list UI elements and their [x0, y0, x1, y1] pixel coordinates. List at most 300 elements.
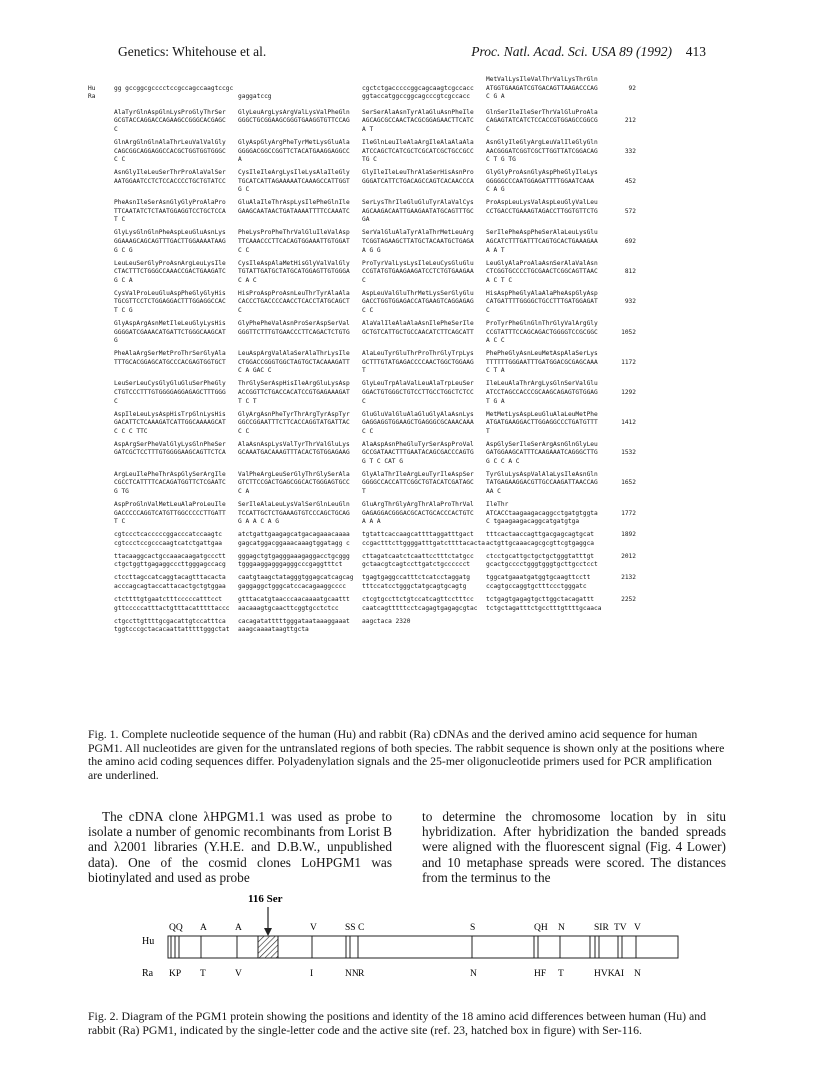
figure-2-label: Fig. 2. — [88, 1009, 119, 1023]
ra-residue-label: T — [558, 969, 564, 979]
rabbit-difference-row-cell: C A GAC C — [238, 367, 272, 375]
amino-acid-row-cell: SerIleAlaLeuLysValSerGlnLeuGln — [238, 501, 350, 509]
rabbit-difference-row-cell: C C — [362, 307, 374, 314]
amino-acid-row-cell: SerSerAlaAsnTyrAlaGluAsnPheIle — [362, 108, 474, 116]
human-utr-row-cell: tttcactaaccagttgacgagcagtgcat — [486, 531, 595, 539]
human-nucleotide-row-cell: ATCACCtaagaagacaggcctgatgtggta — [486, 509, 598, 517]
page-number: 413 — [685, 44, 706, 59]
amino-acid-row-cell: IleLeuAlaThrArgLysGlnSerValGlu — [486, 380, 598, 388]
amino-acid-row-cell: GlyAspGlyArgPheTyrMetLysGluAla — [238, 138, 350, 146]
rabbit-difference-row — [88, 367, 738, 376]
human-utr-row — [88, 618, 738, 627]
rabbit-difference-row-cell: G C A — [114, 276, 133, 284]
rabbit-difference-row-cell: C C — [114, 156, 126, 164]
human-nucleotide-row — [88, 510, 738, 519]
human-nucleotide-row-cell: CAGCGGCAGGAGGCCACGCTGGTGGTGGGC — [114, 147, 226, 155]
rabbit-difference-row-cell: C C — [238, 246, 250, 254]
rabbit-utr-row-cell: gttcccccatttactgtttacatttttaccc — [114, 604, 230, 612]
amino-acid-row — [88, 380, 738, 389]
human-nucleotide-row-cell: GCAAATGACAAAGTTTACACTGTGGAGAAG — [238, 449, 350, 457]
human-utr-row-cell: tgtattcaccaagcattttaggatttgact — [362, 531, 474, 539]
amino-acid-row-cell: ProTyrValLysLysIleLeuCysGluGlu — [362, 259, 474, 267]
rabbit-difference-row-cell: C — [238, 307, 242, 314]
rabbit-difference-row-cell: A A A — [362, 518, 381, 526]
human-nucleotide-row — [88, 389, 738, 398]
amino-acid-row-cell: GlyGlyProAsnGlyAspPheGlyIleLys — [486, 169, 598, 177]
rabbit-difference-row — [88, 307, 738, 316]
sequence-number: 1652 — [621, 479, 636, 487]
hu-residue-label: A — [235, 923, 242, 933]
amino-acid-row-cell: MetValLysIleValThrValLysThrGln — [486, 76, 598, 83]
rabbit-difference-row-cell: C T G TG — [486, 156, 516, 164]
amino-acid-row-cell: AspGlySerIleSerArgAsnGlnGlyLeu — [486, 440, 598, 448]
amino-acid-row-cell: AlaAspAsnPheGluTyrSerAspProVal — [362, 440, 474, 448]
amino-acid-row — [88, 411, 738, 420]
sequence-block — [88, 350, 738, 376]
rabbit-utr-row-cell: gaggaggctgggcatccacagaaggcccc — [238, 582, 347, 590]
amino-acid-row-cell: IleThr — [486, 501, 509, 509]
hu-residue-label: TV — [614, 923, 627, 933]
body-column-left: The cDNA clone λHPGM1.1 was used as probe to isolate a number of genomic recombinants from Lorist B and λ2001 libraries (Y.H.E. and D.B.W., unpublished data). One of the cosmid clones LoHPGM1 was biotinylated and used as probe — [88, 809, 392, 885]
rabbit-difference-row-cell: C C C TTC — [114, 427, 148, 435]
hu-residue-label: V — [310, 923, 317, 933]
rabbit-difference-row-cell: T C G — [114, 307, 133, 314]
rabbit-difference-row-cell: G — [114, 337, 118, 345]
sequence-block — [88, 169, 738, 195]
amino-acid-row-cell: ArgLeuIlePheThrAspGlySerArgIle — [114, 470, 226, 478]
amino-acid-row-cell: PheAlaArgSerMetProThrSerGlyAla — [114, 350, 226, 358]
figure-1-caption — [88, 728, 728, 782]
rabbit-difference-row-cell: A C C — [486, 337, 505, 345]
amino-acid-row-cell: LeuAspArgValAlaSerAlaThrLysIle — [238, 350, 350, 358]
human-utr-row-cell: ctcgtgccttctgtccatcagttcctttcc — [362, 595, 474, 603]
amino-acid-row-cell: GlnArgGlnGlnAlaThrLeuValValGly — [114, 138, 226, 146]
amino-acid-row-cell: HisAspPheGlyAlaAlaPheAspGlyAsp — [486, 289, 598, 297]
amino-acid-row-cell: CysIleAspAlaMetHisGlyValValGly — [238, 259, 350, 267]
rabbit-utr-row-cell: aaagcaaaataagttgcta — [238, 626, 309, 634]
rabbit-difference-row-cell: C T A — [486, 367, 505, 375]
rabbit-utr-row-cell: gagcatggacggaaacaaagtggatagg c — [238, 539, 350, 547]
human-utr-row-cell: cgtccctcacccccggacccatccaagtc — [114, 531, 223, 539]
amino-acid-row-cell: SerLysThrIleGluGluTyrAlaValCys — [362, 199, 474, 207]
human-nucleotide-row-cell: GACATTCTCAAAGATCATTGGCAAAAGCAT — [114, 419, 226, 427]
human-utr-row — [88, 531, 738, 540]
human-nucleotide-row-cell: CTGGACCGGGTGGCTAGTGCTACAAAGATT — [238, 358, 350, 366]
ra-residue-label: T — [200, 969, 206, 979]
human-nucleotide-row — [88, 178, 738, 187]
amino-acid-row — [88, 350, 738, 359]
body-text — [88, 809, 728, 887]
human-utr-row-cell: tgagtgaggccatttctcatcctaggatg — [362, 574, 471, 582]
human-nucleotide-row-cell: CCGTATTTCCAGCAGACTGGGGTCCGCGGC — [486, 328, 598, 336]
sequence-number: 2252 — [621, 595, 636, 603]
human-nucleotide-row-cell: AATGGAATCCTCTCCACCCCTGCTGTATCC — [114, 177, 226, 185]
rabbit-difference-row-cell: C — [486, 307, 490, 314]
human-nucleotide-row-cell: GCGTACCAGGACCAGAAGCCGGGCACGAGC — [114, 117, 226, 125]
human-nucleotide-row-cell: GAGAGGACGGGACGCACTGCACCCACTGTC — [362, 509, 474, 517]
sequence-number: 1892 — [621, 531, 636, 539]
rabbit-nucleotide-row — [88, 93, 738, 102]
amino-acid-row-cell: GlyAspArgAsnMetIleLeuGlyLysHis — [114, 319, 226, 327]
figure-2-text: Diagram of the PGM1 protein showing the positions and identity of the 18 amino acid differences between human (Hu) and rabbit (Ra) PGM1, indicated by the single-letter code and the active site (ref. 23, hatched box in figure) with Ser-116. — [88, 1009, 707, 1037]
rabbit-nucleotide-row-cell: ggtaccatggccggcagcccgtcgccacc — [362, 93, 471, 101]
sequence-number: 1052 — [621, 328, 636, 336]
human-nucleotide-row-cell: TTCAATATCTCTAATGGAGGTCCTGCTCCA — [114, 207, 226, 215]
figure-2-caption — [88, 1010, 728, 1037]
human-utr-row-cell: cttagatcaatctcaattcctttctatgcc — [362, 552, 474, 560]
amino-acid-row-cell: AspLeuValGluThrMetLysSerGlyGlu — [362, 289, 474, 297]
human-nucleotide-row — [88, 479, 738, 488]
hu-residue-label: A — [200, 923, 207, 933]
human-nucleotide-row-cell: GCTTTGTATGAGACCCCAACTGGCTGGAAG — [362, 358, 474, 366]
header-authors: Genetics: Whitehouse et al. — [118, 44, 267, 59]
rabbit-difference-row — [88, 398, 738, 407]
human-utr-row — [88, 553, 738, 562]
rabbit-difference-row-cell: C A — [238, 488, 250, 496]
rabbit-difference-row-cell: A A T — [486, 246, 505, 254]
protein-bar — [168, 936, 678, 958]
amino-acid-row-cell: GlyLeuTrpAlaValLeuAlaTrpLeuSer — [362, 380, 474, 388]
human-nucleotide-row-cell: GAAGCAATAACTGATAAAATTTTCCAAATC — [238, 207, 350, 215]
human-nucleotide-row-cell: ATCCTAGCCACCCGCAAGCAGAGTGTGGAG — [486, 388, 598, 396]
human-nucleotide-row-cell: GGCCGGAATTTCTTCACCAGGTATGATTAC — [238, 419, 350, 427]
human-utr-row — [88, 574, 738, 583]
rabbit-difference-row-cell: T C — [114, 216, 126, 224]
human-nucleotide-row-cell: TCGGTAGAAGCTTATGCTACAATGCTGAGA — [362, 238, 474, 246]
sequence-block — [88, 441, 738, 467]
sequence-block — [88, 199, 738, 225]
human-nucleotide-row-cell: cgctctgacccccggcagcaagtcgccacc — [362, 84, 474, 92]
header-journal: Proc. Natl. Acad. Sci. USA 89 (1992) — [471, 44, 672, 59]
utr-block — [88, 596, 738, 613]
sequence-number: 1172 — [621, 358, 636, 366]
human-nucleotide-row-cell: TGCGTTCCTCTGGAGGACTTTGGAGGCCAC — [114, 298, 226, 306]
rabbit-difference-row — [88, 247, 738, 256]
amino-acid-row-cell: AspProGlnValMetLeuAlaProLeuIle — [114, 501, 226, 509]
human-utr-row-cell: gtttacatgtaacccaacaaaatgcaattt — [238, 595, 350, 603]
ra-residue-label: AI — [614, 969, 625, 979]
rabbit-nucleotide-row-cell: gaggatccg — [238, 93, 272, 101]
human-nucleotide-row — [88, 85, 738, 94]
amino-acid-row-cell: AlaLeuTyrGluThrProThrGlyTrpLys — [362, 350, 474, 358]
human-nucleotide-row — [88, 329, 738, 338]
ra-residue-label: I — [310, 969, 314, 979]
sequence-number: 572 — [624, 207, 636, 215]
ra-residue-label: R — [358, 969, 365, 979]
rabbit-difference-row — [88, 186, 738, 195]
rabbit-nucleotide-row-label: Ra — [88, 93, 96, 101]
human-nucleotide-row-cell: GGAAAGCAGCAGTTTGACTTGGAAAATAAG — [114, 238, 226, 246]
amino-acid-row-cell: PhePheGlyAsnLeuMetAspAlaSerLys — [486, 350, 598, 358]
amino-acid-row-cell: AspIleLeuLysAspHisTrpGlnLysHis — [114, 410, 226, 418]
human-nucleotide-row-cell: TATGAGAAGGACGTTGCCAAGATTAACCAG — [486, 479, 598, 487]
hu-residue-label: N — [558, 923, 565, 933]
hu-residue-label: SS — [345, 923, 356, 933]
human-nucleotide-row — [88, 359, 738, 368]
human-utr-row-cell: ctccttagccatcaggtacagtttacacta — [114, 574, 226, 582]
rabbit-difference-row-cell: G C G — [114, 246, 133, 254]
human-nucleotide-row-cell: CACCCTGACCCCAACCTCACCTATGCAGCT — [238, 298, 350, 306]
active-site-label: 116 Ser — [248, 893, 283, 905]
rabbit-utr-row-cell: ccgactttcttggggatttgatcttttacacta — [362, 539, 485, 547]
sequence-number: 1772 — [621, 509, 636, 517]
human-utr-row-cell: ttacaaggcactgccaaacaagatgccctt — [114, 552, 226, 560]
rabbit-utr-row-cell: cgtccctccgcccaagtcatctgattgaa — [114, 539, 223, 547]
amino-acid-row-cell: IleGlnLeuIleAlaArgIleAlaAlaAla — [362, 138, 474, 146]
sequence-block — [88, 260, 738, 286]
rabbit-utr-row — [88, 605, 738, 614]
human-nucleotide-row-label: Hu — [88, 84, 96, 92]
rabbit-utr-row-cell: actgttgcaaacagcgcgttcgtgaggca — [486, 539, 595, 547]
human-nucleotide-row-cell: GACCCCCAGGTCATGTTGGCCCCCTTGATT — [114, 509, 226, 517]
sequence-figure — [88, 76, 738, 716]
rabbit-difference-row — [88, 518, 738, 527]
amino-acid-row-cell: GlyIleIleLeuThrAlaSerHisAsnPro — [362, 169, 474, 177]
ra-residue-label: N — [470, 969, 477, 979]
amino-acid-row — [88, 471, 738, 480]
sequence-number: 332 — [624, 147, 636, 155]
sequence-number: 692 — [624, 238, 636, 246]
amino-acid-row-cell: PheLysProPheThrValGluIleValAsp — [238, 229, 350, 237]
rabbit-difference-row-cell: C — [362, 397, 366, 405]
hu-residue-label: C — [358, 923, 365, 933]
amino-acid-row-cell: GlyAlaThrIleArgLeuTyrIleAspSer — [362, 470, 474, 478]
sequence-number: 2132 — [621, 574, 636, 582]
amino-acid-row — [88, 76, 738, 85]
ra-label: Ra — [142, 968, 154, 979]
utr-block — [88, 618, 738, 635]
human-nucleotide-row-cell: CGCCTCATTTTCACAGATGGTTCTCGAATC — [114, 479, 226, 487]
amino-acid-row-cell: AlaTyrGlnAspGlnLysProGlyThrSer — [114, 108, 226, 116]
rabbit-difference-row-cell: G TG — [114, 488, 129, 496]
rabbit-utr-row — [88, 626, 738, 635]
human-nucleotide-row-cell: CCGTATGTGAAGAAGATCCTCTGTGAAGAA — [362, 268, 474, 276]
human-nucleotide-row-cell: CAGAGTATCATCTCCACCGTGGAGCCGGCG — [486, 117, 598, 125]
human-nucleotide-row-cell: ATGATGAAGGACTTGGAGGCCCTGATGTTT — [486, 419, 598, 427]
ra-residue-label: HF — [534, 969, 547, 979]
sequence-block — [88, 380, 738, 406]
amino-acid-row-cell: CysIleIleArgLysIleLysAlaIleGly — [238, 169, 350, 177]
human-nucleotide-row-cell: AACGGGATCGGTCGCTTGGTTATCGGACAG — [486, 147, 598, 155]
rabbit-difference-row-cell: G C C A C — [486, 457, 520, 465]
rabbit-difference-row-cell: C C — [238, 427, 250, 435]
sequence-block — [88, 109, 738, 135]
sequence-number: 932 — [624, 298, 636, 306]
ra-residue-label: V — [235, 969, 242, 979]
rabbit-utr-row-cell: ccagtgccaggtgctttccctgggatc — [486, 582, 587, 590]
sequence-number: 452 — [624, 177, 636, 185]
human-nucleotide-row-cell: TTTTTTGGGAATTTGATGGACGCGAGCAAA — [486, 358, 598, 366]
hu-label: Hu — [142, 936, 155, 947]
utr-block — [88, 531, 738, 548]
amino-acid-row-cell: AsnGlyIleLeuSerThrProAlaValSer — [114, 169, 226, 177]
human-nucleotide-row — [88, 148, 738, 157]
active-site-arrowhead — [264, 928, 272, 936]
amino-acid-row — [88, 320, 738, 329]
amino-acid-row-cell: CysValProLeuGluAspPheGlyGlyHis — [114, 289, 226, 297]
amino-acid-row-cell: MetMetLysAspLeuGluAlaLeuMetPhe — [486, 410, 598, 418]
sequence-number: 212 — [624, 117, 636, 125]
utr-block — [88, 574, 738, 591]
human-nucleotide-row-cell: GGACTGTGGGCTGTCCTTGCCTGGCTCTCC — [362, 388, 474, 396]
human-nucleotide-row-cell: TCCATTGCTCTGAAAGTGTCCCAGCTGCAG — [238, 509, 350, 517]
rabbit-difference-row-cell: T C — [114, 518, 126, 526]
sequence-block — [88, 229, 738, 255]
human-nucleotide-row-cell: gg gccggcgcccctccgccagccaagtccgc — [114, 84, 234, 92]
rabbit-utr-row — [88, 583, 738, 592]
human-nucleotide-row-cell: TTCAAACCCTTCACAGTGGAAATTGTGGAT — [238, 238, 350, 246]
amino-acid-row-cell: AspArgSerPheValGlyLysGlnPheSer — [114, 440, 226, 448]
amino-acid-row-cell: LeuSerLeuCysGlyGluGluSerPheGly — [114, 380, 226, 388]
amino-acid-row — [88, 260, 738, 269]
rabbit-difference-row-cell: GA — [362, 216, 370, 224]
ra-residue-label: KP — [169, 969, 182, 979]
rabbit-difference-row — [88, 156, 738, 165]
human-utr-row-cell: caatgtaagctatagggtggagcatcagcag — [238, 574, 354, 582]
human-nucleotide-row-cell: CTGTCCCTTTGTGGGGAGGAGAGCTTTGGG — [114, 388, 226, 396]
rabbit-utr-row-cell: acccagcagtaccattacactgctgtggaa — [114, 582, 226, 590]
amino-acid-row-cell: GlyArgAsnPheTyrThrArgTyrAspTyr — [238, 410, 350, 418]
sequence-block — [88, 501, 738, 527]
rabbit-difference-row-cell: G C — [238, 186, 250, 194]
ra-residue-label: N — [634, 969, 641, 979]
amino-acid-row — [88, 139, 738, 148]
rabbit-difference-row — [88, 488, 738, 497]
sequence-block — [88, 290, 738, 316]
rabbit-difference-row-cell: T — [486, 427, 490, 435]
rabbit-difference-row-cell: A G G — [362, 246, 381, 254]
rabbit-utr-row-cell: tttccatcctgggctatgcagtgcagtg — [362, 582, 467, 590]
human-nucleotide-row-cell: GCCGATAACTTTGAATACAGCGACCCAGTG — [362, 449, 474, 457]
amino-acid-row-cell: ValPheArgLeuSerGlyThrGlySerAla — [238, 470, 350, 478]
rabbit-difference-row-cell: A — [238, 156, 242, 164]
rabbit-difference-row-cell: C — [486, 125, 490, 133]
human-nucleotide-row-cell: GACCTGGTGGAGACCATGAAGTCAGGAGAG — [362, 298, 474, 306]
amino-acid-row-cell: GluArgThrGlyArgThrAlaProThrVal — [362, 501, 474, 509]
human-nucleotide-row-cell: AGCATCTTTGATTTCAGTGCACTGAAAGAA — [486, 238, 598, 246]
human-nucleotide-row-cell: GGGCTGCGGAAGCGGGTGAAGGTGTTCCAG — [238, 117, 350, 125]
human-nucleotide-row-cell: GGGGATCGAAACATGATTCTGGGCAAGCAT — [114, 328, 226, 336]
rabbit-utr-row-cell: caatcagtttttcctcagagtgagagcgtac — [362, 604, 478, 612]
human-utr-row-cell: aagctaca 2320 — [362, 617, 411, 625]
amino-acid-row-cell: ThrGlySerAspHisIleArgGluLysAsp — [238, 380, 350, 388]
human-nucleotide-row — [88, 208, 738, 217]
amino-acid-row-cell: GluAlaIleThrAspLysIlePheGlnIle — [238, 199, 350, 207]
protein-diagram — [140, 890, 680, 1002]
rabbit-difference-row — [88, 216, 738, 225]
sequence-block — [88, 471, 738, 497]
amino-acid-row-cell: PheAsnIleSerAsnGlyGlyProAlaPro — [114, 199, 226, 207]
rabbit-difference-row-cell: G T C CAT G — [362, 457, 403, 465]
rabbit-utr-row — [88, 561, 738, 570]
amino-acid-row — [88, 229, 738, 238]
human-nucleotide-row-cell: AGCAGCGCCAACTACGCGGAGAACTTCATC — [362, 117, 474, 125]
rabbit-difference-row — [88, 126, 738, 135]
rabbit-utr-row-cell: tggtcccgctacacaattatttttgggctat — [114, 626, 230, 634]
human-nucleotide-row-cell: GATCGCTCCTTTGTGGGGAAGCAGTTCTCA — [114, 449, 226, 457]
human-nucleotide-row-cell: GATGGAAGCATTTCAAGAAATCAGGGCTTG — [486, 449, 598, 457]
human-nucleotide-row-cell: GTCTTCCGACTGAGCGGCACTGGGAGTGCC — [238, 479, 350, 487]
rabbit-difference-row-cell: C — [114, 125, 118, 133]
hu-residue-label: S — [470, 923, 476, 933]
human-nucleotide-row — [88, 449, 738, 458]
rabbit-difference-row-cell: A T — [362, 125, 374, 133]
human-utr-row-cell: tggcatgaaatgatggtgcaagttcctt — [486, 574, 591, 582]
hu-residue-label: QH — [534, 923, 548, 933]
human-utr-row-cell: tctgagtgagagtgcttggctacagattt — [486, 595, 595, 603]
hu-residue-label: V — [634, 923, 641, 933]
rabbit-difference-row-cell: A C T C — [486, 276, 513, 284]
human-nucleotide-row-cell: GAGGAGGTGGAAGCTGAGGGCGCAAACAAA — [362, 419, 474, 427]
sequence-number: 92 — [628, 84, 636, 92]
human-nucleotide-row-cell: TTTGCACGGAGCATGCCCACGAGTGGTGCT — [114, 358, 226, 366]
human-nucleotide-row-cell: ATCCAGCTCATCGCTCGCATCGCTGCCGCC — [362, 147, 474, 155]
amino-acid-row-cell: TyrGluLysAspValAlaLysIleAsnGln — [486, 470, 598, 478]
amino-acid-row — [88, 441, 738, 450]
rabbit-difference-row-cell: G A A C A G — [238, 518, 279, 526]
rabbit-difference-row — [88, 428, 738, 437]
rabbit-difference-row-cell: T G A — [486, 397, 505, 405]
human-utr-row-cell: ctgccttgttttgcgacattgtccatttca — [114, 617, 226, 625]
amino-acid-row — [88, 501, 738, 510]
amino-acid-row-cell: ProTyrPheGlnGlnThrGlyValArgGly — [486, 319, 598, 327]
rabbit-difference-row-cell: AA C — [486, 488, 501, 496]
human-nucleotide-row-cell: TGTATTGATGCTATGCATGGAGTTGTGGGA — [238, 268, 350, 276]
human-nucleotide-row — [88, 117, 738, 126]
amino-acid-row-cell: AlaAsnAspLysValTyrThrValGluLys — [238, 440, 350, 448]
amino-acid-row-cell: HisProAspProAsnLeuThrTyrAlaAla — [238, 289, 350, 297]
sequence-block-first — [88, 76, 738, 102]
amino-acid-row-cell: SerIlePheAspPheSerAlaLeuLysGlu — [486, 229, 598, 237]
rabbit-difference-row-cell: C C — [362, 427, 374, 435]
amino-acid-row — [88, 109, 738, 118]
sequence-number: 2012 — [621, 552, 636, 560]
amino-acid-row-cell: GlyLysGlnGlnPheAspLeuGluAsnLys — [114, 229, 226, 237]
human-utr-row — [88, 596, 738, 605]
sequence-block — [88, 411, 738, 437]
human-nucleotide-row-cell: AGCAAGACAATTGAAGAATATGCAGTTTGC — [362, 207, 474, 215]
active-site-box — [258, 936, 278, 958]
amino-acid-row-cell: AsnGlyIleGlyArgLeuValIleGlyGln — [486, 138, 598, 146]
human-nucleotide-row-cell: GGGGCCACCATTCGGCTGTACATCGATAGC — [362, 479, 474, 487]
amino-acid-row-cell: GluGluValGluAlaGluGlyAlaAsnLys — [362, 410, 474, 418]
human-nucleotide-row-cell: CTACTTTCTGGGCCAAACCGACTGAAGATC — [114, 268, 226, 276]
rabbit-difference-row — [88, 458, 738, 467]
human-nucleotide-row-cell: CTCGGTGCCCCTGCGAACTCGGCAGTTAAC — [486, 268, 598, 276]
amino-acid-row — [88, 290, 738, 299]
human-nucleotide-row-cell: CATGATTTTGGGGCTGCCTTTGATGGAGAT — [486, 298, 598, 306]
human-nucleotide-row — [88, 419, 738, 428]
rabbit-utr-row-cell: aacaaagtgcaacttcggtgcctctcc — [238, 604, 339, 612]
figure-1-text: Complete nucleotide sequence of the human (Hu) and rabbit (Ra) cDNAs and the derived amino acid sequence for human PGM1. All nucleotides are given for the untranslated regions of both species. The rabbit sequence is shown only at the positions where the amino acid coding sequences differ. Polyadenylation signals and the 25-mer oligonucleotide primers used for PCR amplification are underlined. — [88, 727, 725, 782]
human-nucleotide-row-cell: GCTGTCATTGCTGCCAACATCTTCAGCATT — [362, 328, 474, 336]
human-utr-row-cell: ctcttttgtgaatctttcccccatttcct — [114, 595, 223, 603]
rabbit-difference-row-cell: C A G — [486, 186, 505, 194]
rabbit-difference-row-cell: C A C — [238, 276, 257, 284]
running-header — [118, 44, 706, 64]
ra-residue-label: HVK — [594, 969, 615, 979]
sequence-block — [88, 320, 738, 346]
rabbit-utr-row-cell: tctgctagatttctgcctttgttttgcaaca — [486, 604, 602, 612]
human-nucleotide-row-cell: GGGTTCTTTGTGAACCCTTCAGACTCTGTG — [238, 328, 350, 336]
rabbit-difference-row-cell: C tgaagaagacaggcatgatgtga — [486, 518, 580, 526]
ra-residue-label: NN — [345, 969, 359, 979]
rabbit-difference-row-cell: TG C — [362, 156, 377, 164]
rabbit-difference-row-cell: C — [362, 276, 366, 284]
human-utr-row-cell: ctcctgcattgctgctgctgggtatttgt — [486, 552, 595, 560]
sequence-number: 1412 — [621, 419, 636, 427]
amino-acid-row-cell: ProAspLeuLysValAspLeuGlyValLeu — [486, 199, 598, 207]
